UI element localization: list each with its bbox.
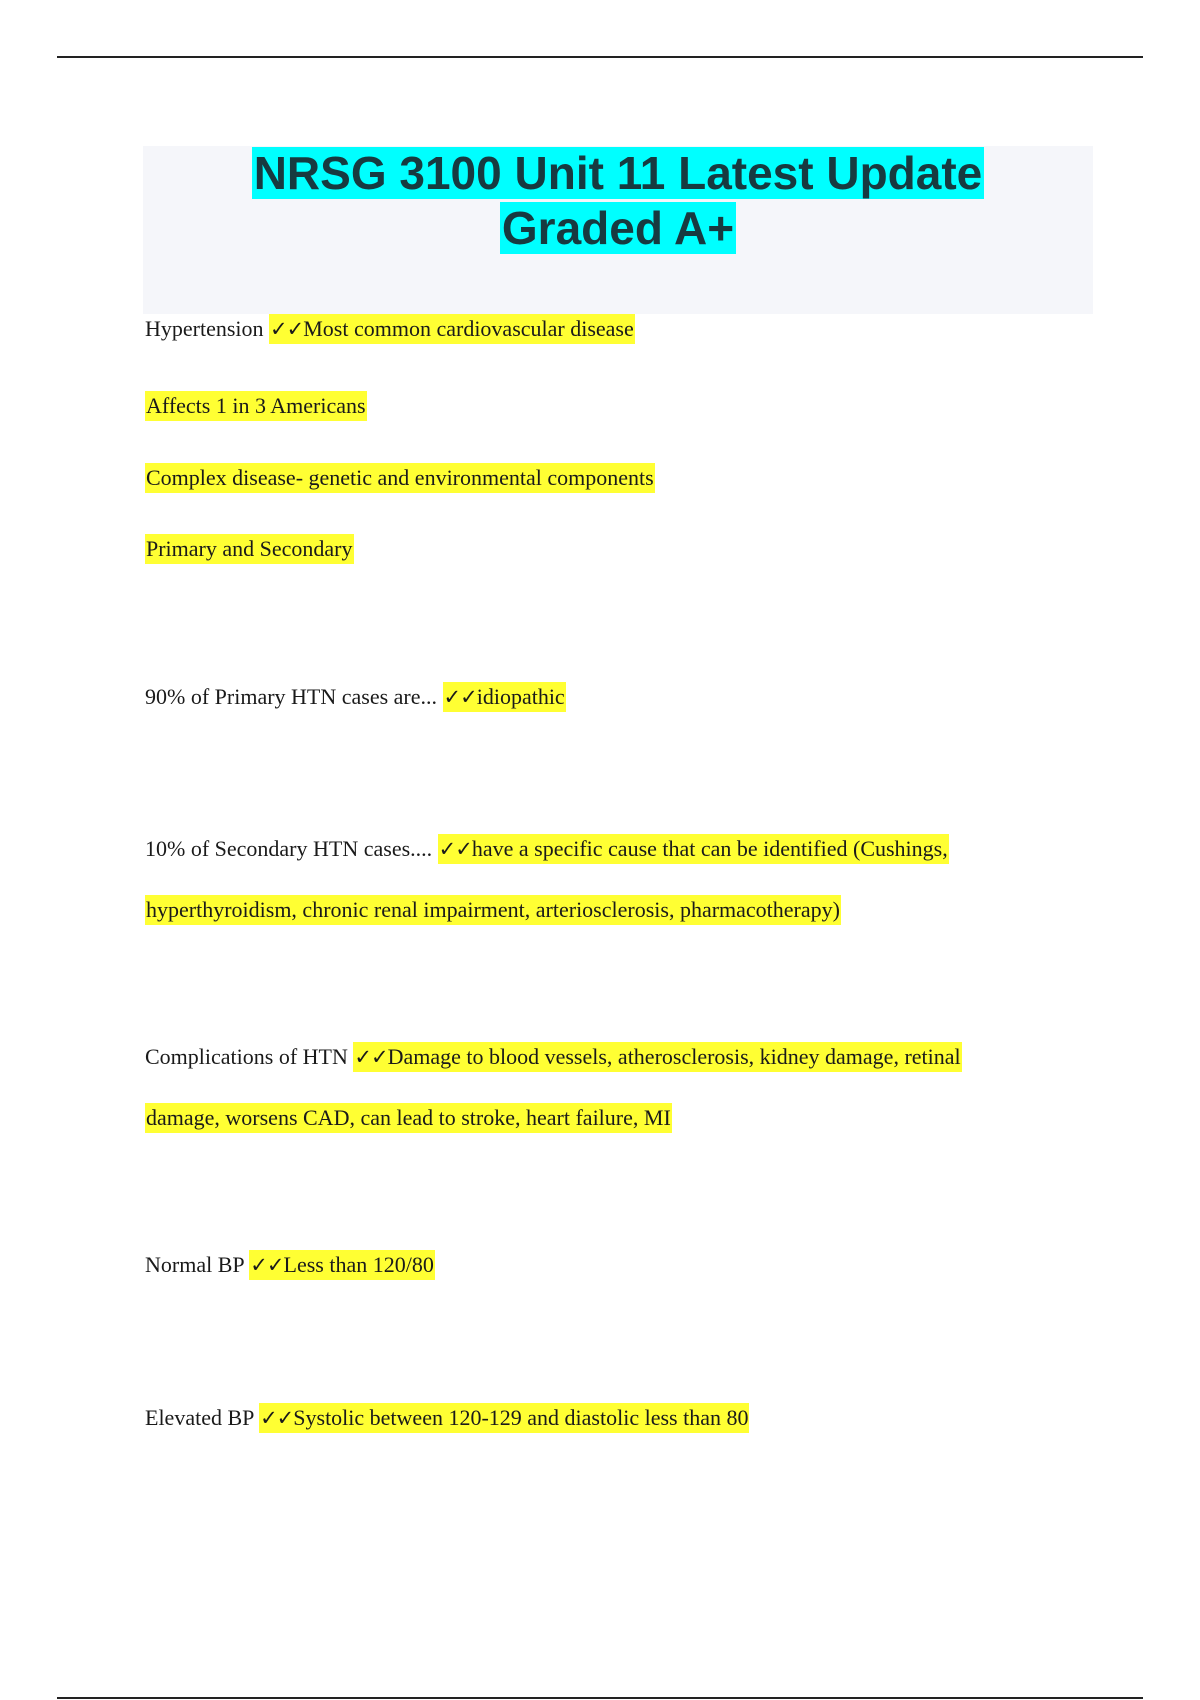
entry-term: 90% of Primary HTN cases are... bbox=[145, 684, 438, 709]
title-block bbox=[143, 146, 1093, 314]
entry-complications bbox=[145, 1043, 962, 1071]
check-icon: ✓✓ bbox=[270, 317, 304, 341]
check-icon: ✓✓ bbox=[250, 1253, 284, 1277]
entry-secondary-htn-cont bbox=[145, 896, 841, 924]
entry-term: 10% of Secondary HTN cases.... bbox=[145, 836, 433, 861]
entry-answer-continued: hyperthyroidism, chronic renal impairment, arteriosclerosis, pharmacotherapy) bbox=[145, 895, 841, 925]
entry-normal-bp bbox=[145, 1251, 435, 1279]
title-line-2: Graded A+ bbox=[501, 202, 735, 254]
entry-complex-disease bbox=[145, 464, 655, 492]
entry-answer: Affects 1 in 3 Americans bbox=[145, 391, 367, 421]
entry-term: Elevated BP bbox=[145, 1405, 254, 1430]
entry-primary-secondary bbox=[145, 535, 354, 563]
document-title bbox=[143, 146, 1093, 256]
header-rule bbox=[57, 56, 1143, 58]
entry-hypertension bbox=[145, 315, 635, 343]
entry-answer: ✓✓Damage to blood vessels, atherosclerosis, kidney damage, retinal bbox=[353, 1042, 961, 1072]
entry-term: Normal BP bbox=[145, 1252, 244, 1277]
entry-answer: ✓✓have a specific cause that can be identified (Cushings, bbox=[438, 834, 949, 864]
entry-answer: ✓✓Systolic between 120-129 and diastolic less than 80 bbox=[259, 1403, 749, 1433]
entry-answer: ✓✓idiopathic bbox=[443, 682, 566, 712]
check-icon: ✓✓ bbox=[354, 1045, 388, 1069]
check-icon: ✓✓ bbox=[443, 685, 477, 709]
entry-affects bbox=[145, 392, 367, 420]
entry-term: Complications of HTN bbox=[145, 1044, 348, 1069]
entry-secondary-htn bbox=[145, 835, 949, 863]
entry-elevated-bp bbox=[145, 1404, 749, 1432]
footer-rule bbox=[57, 1697, 1143, 1699]
entry-primary-htn bbox=[145, 683, 566, 711]
entry-answer-continued: damage, worsens CAD, can lead to stroke, heart failure, MI bbox=[145, 1103, 672, 1133]
title-line-1: NRSG 3100 Unit 11 Latest Update bbox=[253, 147, 983, 199]
entry-answer: Complex disease- genetic and environmental components bbox=[145, 463, 655, 493]
entry-complications-cont bbox=[145, 1104, 672, 1132]
check-icon: ✓✓ bbox=[438, 837, 472, 861]
entry-term: Hypertension bbox=[145, 316, 264, 341]
entry-answer: ✓✓Most common cardiovascular disease bbox=[269, 314, 635, 344]
entry-answer: Primary and Secondary bbox=[145, 534, 354, 564]
entry-answer: ✓✓Less than 120/80 bbox=[249, 1250, 435, 1280]
check-icon: ✓✓ bbox=[260, 1406, 294, 1430]
